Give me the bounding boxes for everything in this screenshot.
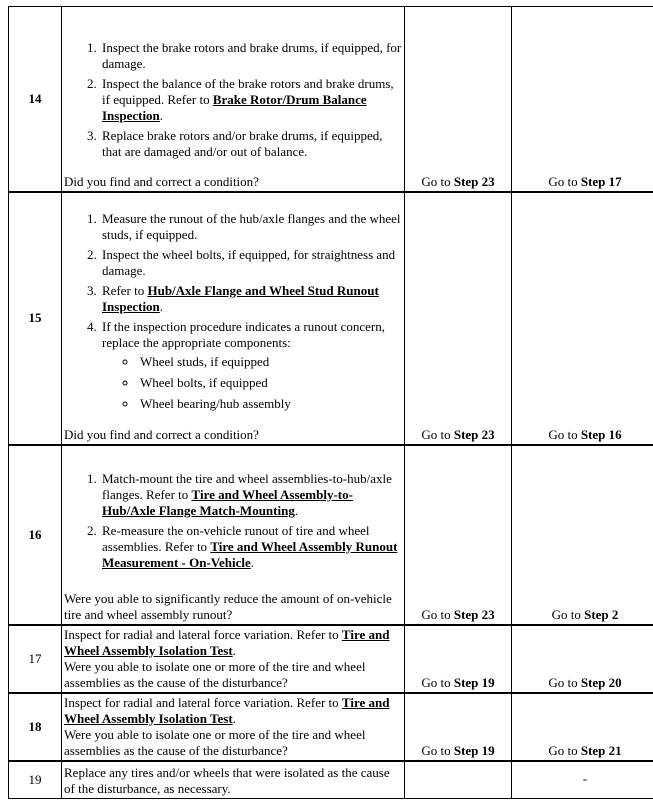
question: Did you find and correct a condition? <box>64 173 259 189</box>
link-match-mounting[interactable]: Tire and Wheel Assembly-to-Hub/Axle Flange Match-Mounting <box>102 486 353 518</box>
question: Were you able to isolate one or more of the tire and wheel assemblies as the cause of the disturbance? <box>64 658 366 690</box>
action-cell <box>62 445 405 625</box>
step-number: 16 <box>9 445 62 625</box>
list-item: 3. Refer to Hub/Axle Flange and Wheel Stud Runout Inspection. <box>100 283 402 315</box>
list-item: 3. Replace brake rotors and/or brake drums, if equipped, that are damaged and/or out of balance. <box>100 128 402 160</box>
question: Did you find and correct a condition? <box>64 426 259 442</box>
link-step-16[interactable]: Step 16 <box>580 426 622 442</box>
action-cell <box>62 693 405 761</box>
no-cell: Go to Step 20 <box>512 625 653 693</box>
link-isolation-test[interactable]: Tire and Wheel Assembly Isolation Test <box>64 626 390 658</box>
no-cell: Go to Step 21 <box>512 693 653 761</box>
list-item: 2. Inspect the wheel bolts, if equipped, for straightness and damage. <box>100 247 402 279</box>
link-step-20[interactable]: Step 20 <box>580 674 622 690</box>
link-step-19[interactable]: Step 19 <box>453 742 495 758</box>
action-list <box>64 471 402 571</box>
step-row-18 <box>9 693 653 761</box>
link-step-2[interactable]: Step 2 <box>584 606 619 622</box>
list-item: 1. Measure the runout of the hub/axle flanges and the wheel studs, if equipped. <box>100 211 402 243</box>
action-cell <box>62 192 405 445</box>
no-cell: - <box>512 761 653 799</box>
yes-cell <box>405 761 512 799</box>
no-cell: Go to Step 17 <box>512 7 653 192</box>
list-item: ◦ Wheel bearing/hub assembly <box>138 396 402 412</box>
list-item: 2. Re-measure the on-vehicle runout of tire and wheel assemblies. Refer to Tire and Wheel Assembly Runout Measurement - On-Vehicle. <box>100 523 402 571</box>
action-text: Inspect for radial and lateral force variation. Refer to Tire and Wheel Assembly Isolation Test. <box>64 694 390 726</box>
action-cell <box>62 625 405 693</box>
question: Were you able to significantly reduce the amount of on-vehicle tire and wheel assembly runout? <box>64 590 392 622</box>
link-step-21[interactable]: Step 21 <box>580 742 622 758</box>
action-list <box>64 40 402 160</box>
link-step-23[interactable]: Step 23 <box>453 426 495 442</box>
step-number: 15 <box>9 192 62 445</box>
link-hub-axle-flange-runout-inspection[interactable]: Hub/Axle Flange and Wheel Stud Runout Inspection <box>102 282 379 314</box>
yes-cell: Go to Step 19 <box>405 625 512 693</box>
question: Were you able to isolate one or more of the tire and wheel assemblies as the cause of the disturbance? <box>64 726 366 758</box>
no-cell: Go to Step 2 <box>512 445 653 625</box>
list-item: 2. Inspect the balance of the brake rotors and brake drums, if equipped. Refer to Brake Rotor/Drum Balance Inspection. <box>100 76 402 124</box>
step-number: 17 <box>9 625 62 693</box>
link-brake-rotor-drum-balance-inspection[interactable]: Brake Rotor/Drum Balance Inspection <box>102 91 367 123</box>
step-row-15 <box>9 192 653 445</box>
link-step-17[interactable]: Step 17 <box>580 173 622 189</box>
action-cell <box>62 7 405 192</box>
step-row-14 <box>9 7 653 192</box>
yes-cell: Go to Step 19 <box>405 693 512 761</box>
step-row-16 <box>9 445 653 625</box>
link-step-23[interactable]: Step 23 <box>453 606 495 622</box>
yes-cell: Go to Step 23 <box>405 7 512 192</box>
list-item: ◦ Wheel bolts, if equipped <box>138 375 402 391</box>
no-cell: Go to Step 16 <box>512 192 653 445</box>
step-number: 14 <box>9 7 62 192</box>
component-list <box>102 354 402 412</box>
list-item: 1. Match-mount the tire and wheel assemblies-to-hub/axle flanges. Refer to Tire and Wheel Assembly-to-Hub/Axle Flange Match-Mounting. <box>100 471 402 519</box>
step-row-17 <box>9 625 653 693</box>
step-row-19 <box>9 761 653 799</box>
action-cell <box>62 761 405 799</box>
action-text: Inspect for radial and lateral force variation. Refer to Tire and Wheel Assembly Isolation Test. <box>64 626 390 658</box>
yes-cell: Go to Step 23 <box>405 445 512 625</box>
link-runout-measurement-on-vehicle[interactable]: Tire and Wheel Assembly Runout Measurement - On-Vehicle <box>102 538 398 570</box>
diagnostic-table <box>8 6 653 799</box>
list-item: 1. Inspect the brake rotors and brake drums, if equipped, for damage. <box>100 40 402 72</box>
link-step-23[interactable]: Step 23 <box>453 173 495 189</box>
step-number: 18 <box>9 693 62 761</box>
list-item: 4. If the inspection procedure indicates a runout concern, replace the appropriate components: ◦ Wheel studs, if equipped ◦ Wheel bolts, if equipped ◦ Wheel bearing/hub assembly <box>100 319 402 412</box>
action-text: Replace any tires and/or wheels that were isolated as the cause of the disturbance, as necessary. <box>64 765 390 796</box>
list-item: ◦ Wheel studs, if equipped <box>138 354 402 370</box>
link-step-19[interactable]: Step 19 <box>453 674 495 690</box>
link-isolation-test[interactable]: Tire and Wheel Assembly Isolation Test <box>64 694 390 726</box>
step-number: 19 <box>9 761 62 799</box>
yes-cell: Go to Step 23 <box>405 192 512 445</box>
action-list <box>64 211 402 412</box>
